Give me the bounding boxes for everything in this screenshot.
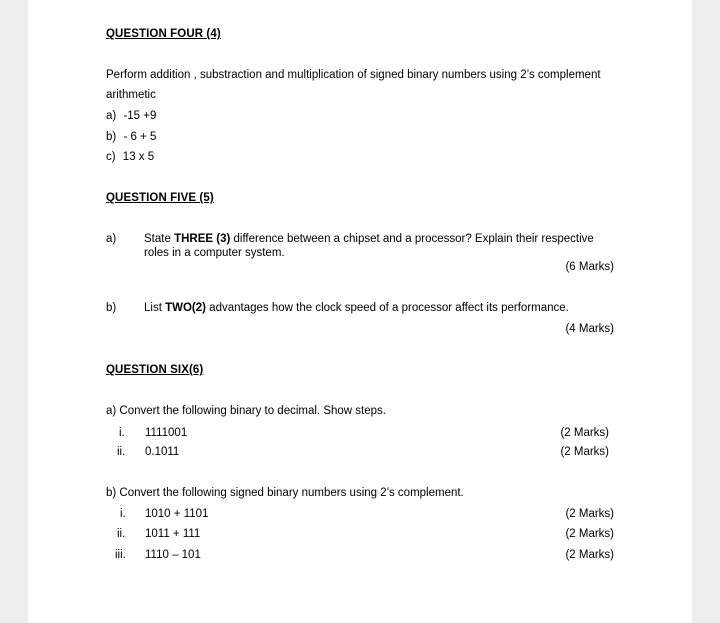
question-five-heading: QUESTION FIVE (5) xyxy=(106,192,214,204)
document-page xyxy=(28,0,692,623)
text-bold: TWO(2) xyxy=(165,302,206,314)
question-six-b-item-value: 1010 + 1101 xyxy=(145,508,209,520)
text-pre: List xyxy=(144,302,166,314)
question-four-item-a xyxy=(106,110,156,122)
text-post: advantages how the clock speed of a processor affect its performance. xyxy=(205,302,569,314)
question-five-a-line1 xyxy=(144,233,594,245)
item-label: b) xyxy=(106,131,117,143)
item-label: c) xyxy=(106,151,116,163)
question-five-b-label: b) xyxy=(106,302,117,314)
question-four-intro-line1: Perform addition , substraction and multiplication of signed binary numbers using 2’s complement xyxy=(106,69,601,81)
question-six-a-item-value: 0.1011 xyxy=(145,446,180,458)
question-six-b-item-num: iii. xyxy=(115,549,126,561)
question-five-a-marks: (6 Marks) xyxy=(565,261,614,273)
item-text: 13 x 5 xyxy=(122,151,155,163)
question-six-a-text: a) Convert the following binary to decimal. Show steps. xyxy=(106,405,386,417)
item-label: a) xyxy=(106,110,117,122)
question-six-a-item-num: i. xyxy=(119,427,125,439)
question-six-b-item-marks: (2 Marks) xyxy=(565,549,614,561)
question-six-b-text: b) Convert the following signed binary numbers using 2’s complement. xyxy=(106,487,464,499)
question-six-a-item-marks: (2 Marks) xyxy=(560,427,609,439)
text-post: difference between a chipset and a processor? Explain their respective xyxy=(230,233,594,245)
question-six-b-item-value: 1011 + 111 xyxy=(145,528,201,540)
question-six-heading: QUESTION SIX(6) xyxy=(106,364,204,376)
question-four-heading: QUESTION FOUR (4) xyxy=(106,28,221,40)
text-bold: THREE (3) xyxy=(174,233,231,245)
question-six-a-item-marks: (2 Marks) xyxy=(560,446,609,458)
question-four-item-c xyxy=(106,151,154,163)
item-text: - 6 + 5 xyxy=(123,131,157,143)
item-text: -15 +9 xyxy=(123,110,157,122)
question-four-intro-line2: arithmetic xyxy=(106,89,156,101)
question-six-a-item-value: 1111001 xyxy=(145,427,188,439)
question-five-b-marks: (4 Marks) xyxy=(565,323,614,335)
question-six-b-item-marks: (2 Marks) xyxy=(565,508,614,520)
question-six-b-item-num: i. xyxy=(120,508,126,520)
question-six-a-item-num: ii. xyxy=(117,446,126,458)
question-six-b-item-value: 1110 – 101 xyxy=(145,549,201,561)
question-five-a-label: a) xyxy=(106,233,117,245)
question-five-b-text xyxy=(144,302,569,314)
question-five-a-line2: roles in a computer system. xyxy=(144,247,285,259)
text-pre: State xyxy=(144,233,175,245)
question-six-b-item-num: ii. xyxy=(117,528,126,540)
question-four-item-b xyxy=(106,131,156,143)
question-six-b-item-marks: (2 Marks) xyxy=(565,528,614,540)
